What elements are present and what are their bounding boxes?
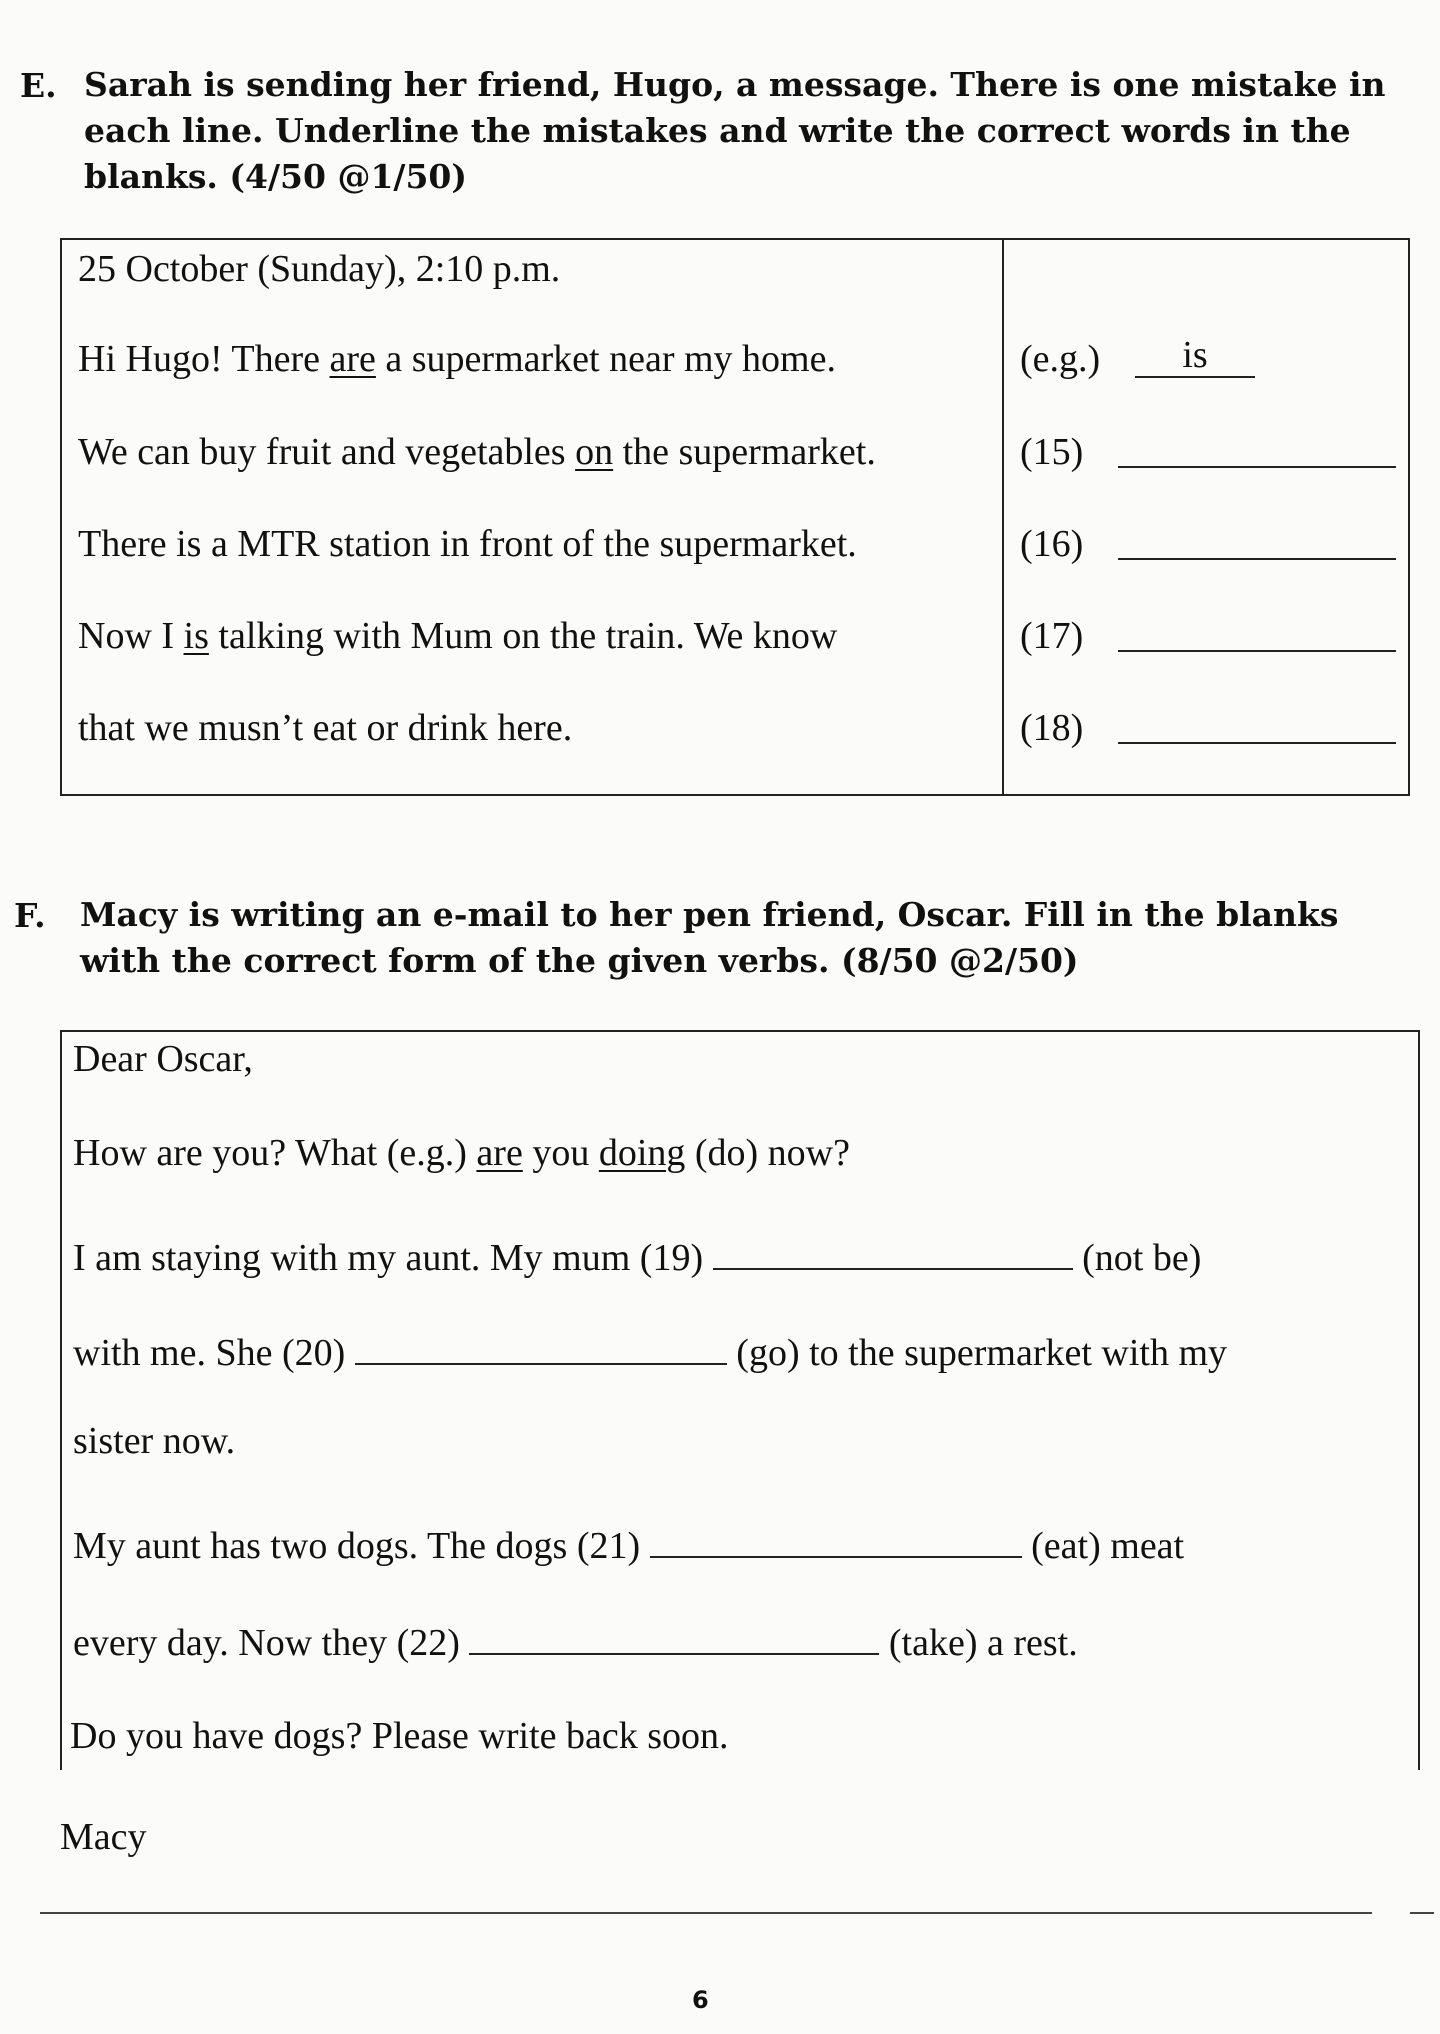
instruction-line: blanks. (4/50 @1/50)	[84, 157, 467, 196]
section-e-instructions	[84, 62, 1385, 200]
email-line: with me. She (20) (go) to the supermarket with my	[73, 1325, 1227, 1372]
blank-20[interactable]	[355, 1325, 727, 1365]
email-line: sister now.	[73, 1420, 236, 1462]
section-e-letter: E.	[20, 66, 57, 105]
example-mistake: are	[329, 338, 376, 380]
answer-blank[interactable]	[1118, 612, 1396, 652]
page-number: 6	[692, 1986, 709, 2014]
instruction-line: Sarah is sending her friend, Hugo, a message. There is one mistake in	[84, 65, 1386, 104]
email-line: Do you have dogs? Please write back soon.	[70, 1715, 729, 1757]
answer-blank[interactable]	[1118, 704, 1396, 744]
message-line: that we musn’t eat or drink here.	[78, 707, 573, 749]
blank-22[interactable]	[469, 1615, 879, 1655]
instruction-line: Macy is writing an e-mail to her pen friend, Oscar. Fill in the blanks	[80, 895, 1339, 934]
answer-label: (15)	[1020, 431, 1084, 473]
message-line: Hi Hugo! There are a supermarket near my home.	[78, 338, 836, 380]
underlined-mistake: on	[575, 431, 614, 473]
answer-blank-example: is	[1135, 336, 1255, 378]
blank-19[interactable]	[713, 1230, 1073, 1270]
footer-rule	[40, 1912, 1372, 1914]
section-f-instructions	[80, 892, 1339, 984]
email-line: every day. Now they (22) (take) a rest.	[73, 1615, 1078, 1662]
footer-rule-end	[1410, 1912, 1434, 1914]
message-box-divider	[1002, 238, 1004, 796]
answer-label: (16)	[1020, 523, 1084, 565]
email-signoff: Macy	[60, 1816, 147, 1858]
answer-blank[interactable]	[1118, 520, 1396, 560]
email-line: My aunt has two dogs. The dogs (21) (eat) meat	[73, 1518, 1184, 1565]
email-greeting: Dear Oscar,	[73, 1038, 253, 1080]
example-answer: doing	[598, 1132, 686, 1174]
instruction-line: with the correct form of the given verbs. (8/50 @2/50)	[80, 941, 1079, 980]
example-answer: are	[476, 1132, 523, 1174]
answer-blank[interactable]	[1118, 428, 1396, 468]
section-f-letter: F.	[14, 896, 46, 935]
answer-label-example: (e.g.)	[1020, 338, 1101, 380]
answer-label: (17)	[1020, 615, 1084, 657]
message-line: We can buy fruit and vegetables on the supermarket.	[78, 431, 876, 473]
answer-label: (18)	[1020, 707, 1084, 749]
instruction-line: each line. Underline the mistakes and write the correct words in the	[84, 111, 1351, 150]
email-line: How are you? What (e.g.) are you doing (do) now?	[73, 1132, 850, 1174]
email-line: I am staying with my aunt. My mum (19) (not be)	[73, 1230, 1201, 1277]
blank-21[interactable]	[650, 1518, 1022, 1558]
message-line: There is a MTR station in front of the supermarket.	[78, 523, 857, 565]
message-line: Now I is talking with Mum on the train. We know	[78, 615, 838, 657]
underlined-mistake: is	[183, 615, 209, 657]
message-timestamp: 25 October (Sunday), 2:10 p.m.	[78, 248, 561, 290]
